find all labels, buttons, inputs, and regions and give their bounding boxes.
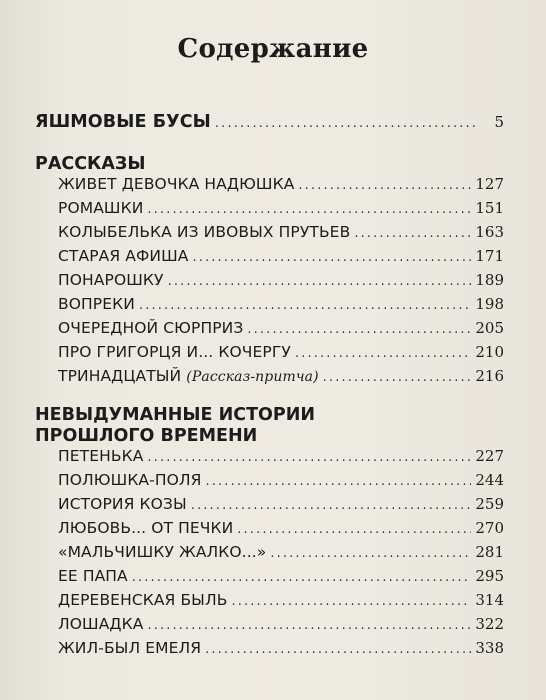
toc-entry bbox=[58, 543, 504, 567]
page-number: 270 bbox=[475, 519, 504, 537]
section-block bbox=[35, 154, 504, 391]
dot-leader bbox=[206, 474, 472, 489]
entry-title bbox=[58, 519, 233, 537]
page-number: 227 bbox=[475, 447, 504, 465]
toc-entry bbox=[58, 495, 504, 519]
page-number: 322 bbox=[475, 615, 504, 633]
dot-leader bbox=[191, 498, 472, 513]
entry-title bbox=[58, 567, 128, 585]
toc-entry bbox=[58, 319, 504, 343]
dot-leader bbox=[247, 322, 471, 337]
dot-leader bbox=[147, 450, 471, 465]
entry-title bbox=[58, 271, 164, 289]
toc-entry bbox=[35, 112, 504, 140]
entry-title bbox=[58, 199, 143, 217]
dot-leader bbox=[139, 298, 471, 313]
entry-title-text: ПРО ГРИГОРЦЯ И... КОЧЕРГУ bbox=[58, 343, 291, 361]
dot-leader bbox=[205, 642, 471, 657]
entry-title-text: ОЧЕРЕДНОЙ СЮРПРИЗ bbox=[58, 319, 244, 337]
toc-entry bbox=[58, 223, 504, 247]
entry-title bbox=[58, 639, 201, 657]
page-number: 205 bbox=[475, 319, 504, 337]
entry-title bbox=[58, 495, 187, 513]
entry-title bbox=[58, 615, 143, 633]
entry-title bbox=[58, 591, 227, 609]
toc-entry bbox=[58, 367, 504, 391]
dot-leader bbox=[323, 370, 472, 385]
section-heading: НЕВЫДУМАННЫЕ ИСТОРИИ bbox=[35, 405, 315, 425]
page-number: 295 bbox=[475, 567, 504, 585]
toc-entry bbox=[58, 567, 504, 591]
entry-title-text: ПОНАРОШКУ bbox=[58, 271, 164, 289]
page-number: 338 bbox=[475, 639, 504, 657]
entry-title bbox=[58, 543, 266, 561]
section-heading: РАССКАЗЫ bbox=[35, 154, 146, 174]
entry-title-text: РОМАШКИ bbox=[58, 199, 144, 217]
toc-entry bbox=[58, 447, 504, 471]
toc-entry bbox=[58, 591, 504, 615]
dot-leader bbox=[215, 116, 478, 131]
entry-title-text: ЯШМОВЫЕ БУСЫ bbox=[35, 112, 211, 132]
entry-title bbox=[35, 112, 211, 132]
entry-title bbox=[58, 319, 243, 337]
page-number: 151 bbox=[475, 199, 504, 217]
toc-entry bbox=[58, 175, 504, 199]
section-entries bbox=[35, 447, 504, 663]
entry-title-text: ДЕРЕВЕНСКАЯ БЫЛЬ bbox=[58, 591, 228, 609]
entry-title-text: ЛОШАДКА bbox=[58, 615, 144, 633]
section-heading: ПРОШЛОГО ВРЕМЕНИ bbox=[35, 426, 258, 446]
dot-leader bbox=[147, 202, 471, 217]
page-number: 189 bbox=[475, 271, 504, 289]
dot-leader bbox=[298, 178, 471, 193]
dot-leader bbox=[168, 274, 472, 289]
page-number: 171 bbox=[475, 247, 504, 265]
entry-note: (Рассказ-притча) bbox=[186, 369, 319, 385]
entry-title-text: ПОЛЮШКА-ПОЛЯ bbox=[58, 471, 202, 489]
entry-title bbox=[58, 175, 294, 193]
table-of-contents bbox=[35, 112, 504, 677]
page-number: 244 bbox=[475, 471, 504, 489]
page-title: Содержание bbox=[177, 34, 369, 64]
section-block bbox=[35, 405, 504, 663]
entry-title-text: ПЕТЕНЬКА bbox=[58, 447, 144, 465]
section-block bbox=[35, 112, 504, 140]
page-number: 5 bbox=[494, 113, 504, 131]
toc-entry bbox=[58, 247, 504, 271]
page-number: 259 bbox=[475, 495, 504, 513]
dot-leader bbox=[231, 594, 471, 609]
dot-leader bbox=[147, 618, 471, 633]
dot-leader bbox=[354, 226, 471, 241]
dot-leader bbox=[192, 250, 471, 265]
dot-leader bbox=[295, 346, 471, 361]
dot-leader bbox=[132, 570, 472, 585]
entry-title bbox=[58, 223, 350, 241]
entry-title-text: ЖИВЕТ ДЕВОЧКА НАДЮШКА bbox=[58, 175, 295, 193]
page-number: 281 bbox=[475, 543, 504, 561]
entry-title-text: СТАРАЯ АФИША bbox=[58, 247, 189, 265]
toc-entry bbox=[58, 199, 504, 223]
entry-title-text: «МАЛЬЧИШКУ ЖАЛКО...» bbox=[58, 543, 267, 561]
dot-leader bbox=[270, 546, 471, 561]
entry-title bbox=[58, 367, 319, 385]
entry-title-text: ВОПРЕКИ bbox=[58, 295, 135, 313]
entry-title bbox=[58, 471, 202, 489]
toc-entry bbox=[58, 639, 504, 663]
page-number: 216 bbox=[475, 367, 504, 385]
entry-title-text: ЖИЛ-БЫЛ ЕМЕЛЯ bbox=[58, 639, 202, 657]
page-number: 198 bbox=[475, 295, 504, 313]
entry-title bbox=[58, 447, 143, 465]
entry-title bbox=[58, 343, 291, 361]
page-number: 314 bbox=[475, 591, 504, 609]
entry-title bbox=[58, 247, 188, 265]
toc-entry bbox=[58, 471, 504, 495]
entry-title-text: ЛЮБОВЬ... ОТ ПЕЧКИ bbox=[58, 519, 234, 537]
entry-title-text: КОЛЫБЕЛЬКА ИЗ ИВОВЫХ ПРУТЬЕВ bbox=[58, 223, 351, 241]
toc-entry bbox=[58, 519, 504, 543]
page-number: 163 bbox=[475, 223, 504, 241]
entry-title bbox=[58, 295, 135, 313]
entry-title-text: ТРИНАДЦАТЫЙ bbox=[58, 367, 182, 385]
section-entries bbox=[35, 175, 504, 391]
page-number: 127 bbox=[475, 175, 504, 193]
page-number: 210 bbox=[475, 343, 504, 361]
dot-leader bbox=[237, 522, 471, 537]
toc-entry bbox=[58, 295, 504, 319]
toc-entry bbox=[58, 615, 504, 639]
entry-title-text: ЕЕ ПАПА bbox=[58, 567, 128, 585]
toc-entry bbox=[58, 271, 504, 295]
toc-entry bbox=[58, 343, 504, 367]
entry-title-text: ИСТОРИЯ КОЗЫ bbox=[58, 495, 187, 513]
